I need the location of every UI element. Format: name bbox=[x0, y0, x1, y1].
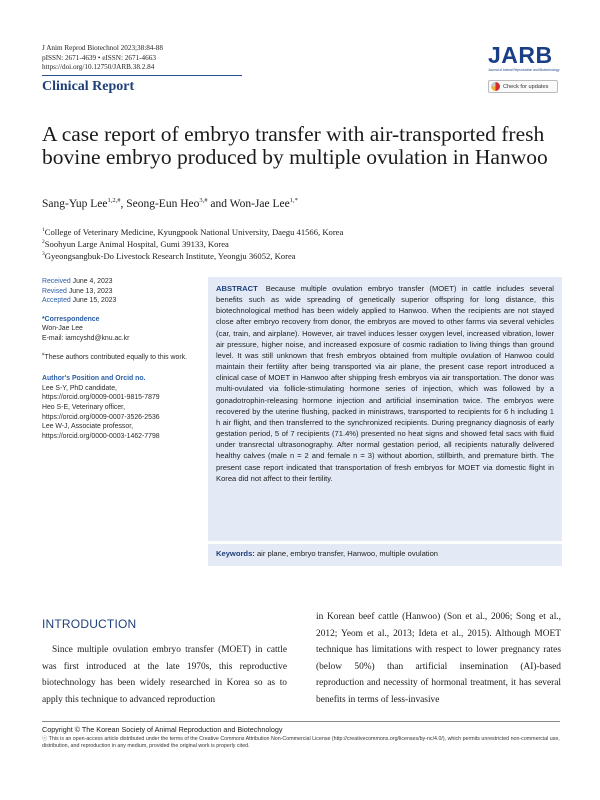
revised-date bbox=[42, 287, 202, 297]
article-sidebar bbox=[42, 277, 202, 441]
author-separator: and bbox=[207, 198, 230, 210]
check-updates-button[interactable] bbox=[488, 80, 558, 93]
received-date bbox=[42, 277, 202, 287]
affiliation-item bbox=[42, 238, 343, 250]
footer-divider bbox=[42, 721, 560, 722]
correspondence-email[interactable]: E-mail: iamcyshd@knu.ac.kr bbox=[42, 334, 130, 342]
author-name[interactable]: Sang-Yup Lee bbox=[42, 198, 108, 210]
abstract-box bbox=[208, 277, 562, 541]
affiliation-item bbox=[42, 226, 343, 238]
revised-value: June 13, 2023 bbox=[68, 287, 113, 295]
abstract-heading: ABSTRACT bbox=[216, 284, 258, 293]
author-separator: , bbox=[120, 198, 127, 210]
journal-logo[interactable] bbox=[488, 43, 560, 72]
logo-text: JARB bbox=[488, 42, 553, 68]
correspondence-name: Won-Jae Lee bbox=[42, 325, 83, 333]
orcid-line: Lee W-J, Associate professor, bbox=[42, 423, 134, 431]
section-label: Clinical Report bbox=[42, 79, 135, 94]
affiliation-sup: 2 bbox=[42, 239, 45, 246]
equal-contribution-sup: # bbox=[42, 351, 45, 357]
article-title: A case report of embryo transfer with air-transported fresh bovine embryo produced by multiple ovulation in Hanwoo bbox=[42, 122, 548, 169]
affiliation-text: College of Veterinary Medicine, Kyungpook National University, Daegu 41566, Korea bbox=[44, 227, 344, 237]
keywords-text: air plane, embryo transfer, Hanwoo, multiple ovulation bbox=[256, 549, 439, 558]
affiliation-sup: 3 bbox=[42, 251, 45, 258]
author-name[interactable]: Seong-Eun Heo bbox=[126, 198, 200, 210]
affiliation-text: Soohyun Large Animal Hospital, Gumi 39133, Korea bbox=[44, 239, 229, 249]
article-doi[interactable]: https://doi.org/10.12750/JARB.38.2.84 bbox=[42, 63, 155, 72]
header-divider bbox=[42, 75, 242, 76]
author-name[interactable]: Won-Jae Lee bbox=[229, 198, 290, 210]
journal-issn: pISSN: 2671-4639 • eISSN: 2671-4663 bbox=[42, 53, 156, 62]
affiliation-text: Gyeongsangbuk-Do Livestock Research Institute, Yeongju 36052, Korea bbox=[44, 251, 296, 261]
accepted-label: Accepted bbox=[42, 297, 71, 305]
keywords-box bbox=[208, 544, 562, 566]
author-list bbox=[42, 198, 298, 210]
equal-contribution-text: These authors contributed equally to this work. bbox=[44, 353, 187, 361]
body-column-right: in Korean beef cattle (Hanwoo) (Son et al., 2006; Song et al., 2012; Yeom et al., 2013; Ideta et al., 2015). Although MOET technique has limitations with respect to lower pregnancy rates (below 50%) than artificial insemination (AI)-based reproduction and necessity of hormonal treatment, it has several benefits in terms of less-invasive bbox=[316, 612, 561, 705]
check-updates-label: Check for updates bbox=[503, 83, 549, 90]
accepted-value: June 15, 2023 bbox=[72, 297, 117, 305]
author-affil-sup: 1,2,# bbox=[107, 197, 121, 205]
logo-subtext: Journal of Animal Reproduction and Biotechnology bbox=[488, 68, 560, 72]
keywords-label: Keywords: bbox=[216, 549, 255, 558]
received-value: June 4, 2023 bbox=[72, 278, 113, 285]
equal-contribution-note bbox=[42, 353, 202, 363]
orcid-link[interactable]: https://orcid.org/0009-0007-3526-2536 bbox=[42, 413, 160, 421]
copyright-notice: Copyright © The Korean Society of Animal Reproduction and Biotechnology bbox=[42, 725, 283, 734]
journal-info bbox=[42, 44, 163, 73]
affiliation-list bbox=[42, 226, 343, 262]
orcid-link[interactable]: https://orcid.org/0000-0003-1462-7798 bbox=[42, 432, 160, 440]
journal-citation: J Anim Reprod Biotechnol 2023;38:84-88 bbox=[42, 44, 163, 52]
introduction-heading: INTRODUCTION bbox=[42, 617, 137, 631]
license-notice: ⓒ This is an open-access article distributed under the terms of the Creative Commons Attribution Non-Commercial License (http://creativecommons.org/licenses/by-nc/4.0/), which permits unrestricted non-commercial use, distribution, and reproduction in any medium, provided the original work is properly cited. bbox=[42, 736, 560, 750]
author-affil-sup: 3,# bbox=[199, 197, 208, 205]
accepted-date bbox=[42, 296, 202, 306]
body-column-left: Since multiple ovulation embryo transfer (MOET) in cattle was first introduced at the late 1970s, this reproductive biotechnology has been widely researched in Korea so as to apply this technique to advanced reproduction bbox=[42, 645, 287, 705]
orcid-line: Lee S-Y, PhD candidate, bbox=[42, 384, 117, 392]
author-affil-sup: 1,* bbox=[289, 197, 298, 205]
check-updates-icon bbox=[491, 82, 500, 91]
revised-label: Revised bbox=[42, 287, 67, 295]
affiliation-item bbox=[42, 250, 343, 262]
received-label: Received bbox=[42, 278, 71, 285]
abstract-text: Because multiple ovulation embryo transfer (MOET) in cattle includes several benefits such as wide spreading of genetically superior offspring for long distance, this biotechnological method has been widely applied to Hanwoo. When the recipients are not stayed close after embryo recovery from donor, the embryos are moved to other farms via several vehicles (car, train, and airplane). However, air travel induces lesser oxygen level, increased vibration, lower air pressure, higher noise, and increased exposure of cosmic radiation to living things than ground level. It was still unknown that fresh embryos obtained from multiple ovulation of Hanwoo could maintain their fertility after being transported via air plane, the present case report introduced a clinical case of MOET in Hanwoo after shipping fresh embryos via air transportation. The donor was multi-ovulated via follicle-stimulating hormone series of injection, which was followed by a gonadotrophin-releasing hormone injection and artificial insemination twice. The embryos were recovered by the uterine flushing, packed in ministraws, transported to recipients for 6 h including 1 h air flight, and then transferred to the synchronized recipients. During pregnancy diagnosis of early gestation period, 5 of 7 recipients (71.4%) presented no heat signs and showed fetal sacs with fluid under transrectal ultrasonography. After normal gestation period, all recipients naturally delivered healthy calves (male n = 2 and female n = 3) without abortion, stillbirth, and premature birth. The present case report indicated that transportation of fresh embryos for MOET via domestic flight in Korea did not affect to their fertility. bbox=[216, 284, 554, 483]
affiliation-sup: 1 bbox=[42, 227, 45, 234]
correspondence-heading: *Correspondence bbox=[42, 315, 100, 323]
orcid-link[interactable]: https://orcid.org/0009-0001-9815-7879 bbox=[42, 394, 160, 402]
orcid-line: Heo S-E, Veterinary officer, bbox=[42, 403, 125, 411]
orcid-heading: Author's Position and Orcid no. bbox=[42, 375, 146, 383]
article-dates bbox=[42, 277, 202, 306]
